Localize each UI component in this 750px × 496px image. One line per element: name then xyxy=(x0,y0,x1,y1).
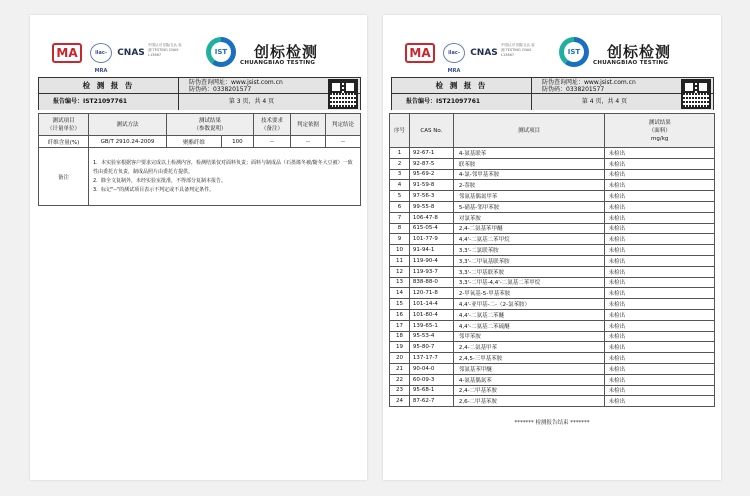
table-cell: 未检出 xyxy=(605,277,715,288)
table-cell: 24 xyxy=(390,396,410,407)
table-cell: 未检出 xyxy=(605,396,715,407)
col-header: 测试方法 xyxy=(89,114,167,136)
table-cell: 92-87-5 xyxy=(409,158,453,169)
brand-name-en: CHUANGBIAO TESTING xyxy=(240,60,316,66)
table-row xyxy=(390,353,715,364)
table-row xyxy=(390,342,715,353)
table-cell: 未检出 xyxy=(605,288,715,299)
table-cell: 未检出 xyxy=(605,201,715,212)
table-cell: 21 xyxy=(390,363,410,374)
table-cell: 22 xyxy=(390,374,410,385)
table-cell: 未检出 xyxy=(605,266,715,277)
accreditation-text: 中国认可 国际互认 检测 TESTING CNAS L13667 xyxy=(501,43,535,57)
table-cell: 101-80-4 xyxy=(409,309,453,320)
table-cell: 对氯苯胺 xyxy=(453,212,605,223)
brand-name-cn: 创标检测 xyxy=(607,43,672,61)
table-cell: 未检出 xyxy=(605,234,715,245)
report-title: 检 测 报 告 xyxy=(392,78,532,93)
table-cell: 6 xyxy=(390,201,410,212)
qr-code-icon xyxy=(328,79,358,109)
table-cell: 3,3'-二氯联苯胺 xyxy=(453,245,605,256)
table-cell: 7 xyxy=(390,212,410,223)
table-row xyxy=(390,266,715,277)
table-cell: 20 xyxy=(390,353,410,364)
table-cell: 未检出 xyxy=(605,320,715,331)
table-cell: 4,4'-二氨基二苯甲烷 xyxy=(453,234,605,245)
table-cell: 92-67-1 xyxy=(409,148,453,159)
ma-logo: MA xyxy=(405,43,435,63)
col-header: 测试项目 （计量单位） xyxy=(39,114,89,136)
table-cell: 100 xyxy=(221,136,253,148)
table-cell: 未检出 xyxy=(605,353,715,364)
table-cell: 未检出 xyxy=(605,191,715,202)
ilac-mra-logo: ilac-MRA xyxy=(443,43,465,63)
remark-notes xyxy=(89,148,361,206)
col-header: 技术要求 （备注） xyxy=(254,114,291,136)
table-cell: 13 xyxy=(390,277,410,288)
report-number: 报告编号：IST21097761 xyxy=(392,94,532,110)
table-cell: 4,4'-亚甲基-二-（2-氯苯胺） xyxy=(453,299,605,310)
table-cell: 4-氨基联苯 xyxy=(453,148,605,159)
anti-fake-info xyxy=(179,78,324,93)
table-cell: -- xyxy=(326,136,361,148)
page-indicator: 第 3 页，共 4 页 xyxy=(228,98,275,105)
table-cell: 3 xyxy=(390,169,410,180)
table-cell: 邻氨基苯甲醚 xyxy=(453,363,605,374)
cnas-logo: CNAS xyxy=(470,48,498,58)
table-cell: 95-53-4 xyxy=(409,331,453,342)
anti-fake-site: 防伪查询网址：www.jsist.com.cn xyxy=(189,79,283,86)
report-title-block xyxy=(391,77,714,110)
table-cell: GB/T 2910.24-2009 xyxy=(89,136,167,148)
note-item: 1. 本实验室根据客户要求完成以上检测内容，检测结果仅对面料负责；面料与制成品（石墨烯冬被/随冬大豆被）一致性由委托方负责，制成品照片由委托方提供。 xyxy=(93,159,353,175)
table-cell: -- xyxy=(254,136,291,148)
report-page-3 xyxy=(30,15,367,480)
table-cell: 12 xyxy=(390,266,410,277)
table-cell: 15 xyxy=(390,299,410,310)
table-row xyxy=(390,148,715,159)
table-cell: 95-80-7 xyxy=(409,342,453,353)
table-row xyxy=(390,288,715,299)
table-cell: 未检出 xyxy=(605,374,715,385)
table-cell: 未检出 xyxy=(605,331,715,342)
table-cell: 139-65-1 xyxy=(409,320,453,331)
table-cell: 60-09-3 xyxy=(409,374,453,385)
report-end-note: ******* 检测报告结束 ******* xyxy=(514,420,590,426)
col-header: 测试结果 （面料） mg/kg xyxy=(605,114,715,148)
table-row xyxy=(390,223,715,234)
table-cell: 聚酯纤维 xyxy=(167,136,222,148)
table-cell: 邻氨基偶氮甲苯 xyxy=(453,191,605,202)
report-title-block xyxy=(38,77,361,110)
table-cell: 18 xyxy=(390,331,410,342)
table-cell: 106-47-8 xyxy=(409,212,453,223)
table-cell: 2-萘胺 xyxy=(453,180,605,191)
table-cell: 未检出 xyxy=(605,223,715,234)
azo-dye-results-table xyxy=(389,113,715,407)
table-cell: 97-56-3 xyxy=(409,191,453,202)
table-row xyxy=(390,201,715,212)
table-cell: 10 xyxy=(390,245,410,256)
table-cell: 4 xyxy=(390,180,410,191)
table-cell: 未检出 xyxy=(605,158,715,169)
page-indicator: 第 4 页，共 4 页 xyxy=(581,98,628,105)
table-row xyxy=(390,309,715,320)
anti-fake-code: 防伪码：0338201577 xyxy=(189,86,252,93)
table-cell: 14 xyxy=(390,288,410,299)
table-row xyxy=(390,245,715,256)
anti-fake-info xyxy=(532,78,677,93)
table-cell: 3,3'-二甲基-4,4'-二氨基二苯甲烷 xyxy=(453,277,605,288)
table-header-row xyxy=(390,114,715,148)
table-cell: 纤维含量(%) xyxy=(39,136,89,148)
col-header: 序号 xyxy=(390,114,410,148)
table-cell: 119-93-7 xyxy=(409,266,453,277)
table-cell: 137-17-7 xyxy=(409,353,453,364)
table-row xyxy=(390,180,715,191)
report-page-4 xyxy=(383,15,721,480)
qr-code-icon xyxy=(681,79,711,109)
table-cell: 2-甲氧基-5-甲基苯胺 xyxy=(453,288,605,299)
table-cell: 未检出 xyxy=(605,342,715,353)
table-row xyxy=(390,363,715,374)
ist-logo-icon: IST xyxy=(559,37,589,67)
table-row xyxy=(390,299,715,310)
table-cell: 95-69-2 xyxy=(409,169,453,180)
table-row xyxy=(390,191,715,202)
table-cell: 2,4-二氨基甲苯 xyxy=(453,342,605,353)
accreditation-text: 中国认可 国际互认 检测 TESTING CNAS L13667 xyxy=(148,43,182,57)
table-cell: 17 xyxy=(390,320,410,331)
col-header: 判定结论 xyxy=(326,114,361,136)
col-header: CAS No. xyxy=(409,114,453,148)
table-cell: 未检出 xyxy=(605,385,715,396)
table-cell: 90-04-0 xyxy=(409,363,453,374)
table-cell: 2,6-二甲基苯胺 xyxy=(453,396,605,407)
table-row xyxy=(390,158,715,169)
table-cell: 4,4'-二氨基二苯醚 xyxy=(453,309,605,320)
ist-logo-icon: IST xyxy=(206,37,236,67)
table-cell: 91-94-1 xyxy=(409,245,453,256)
table-cell: 4,4'-二氨基二苯硫醚 xyxy=(453,320,605,331)
remark-label: 备注 xyxy=(39,148,89,206)
table-cell: -- xyxy=(291,136,326,148)
table-cell: 联苯胺 xyxy=(453,158,605,169)
table-cell: 2 xyxy=(390,158,410,169)
table-row xyxy=(390,234,715,245)
table-cell: 87-62-7 xyxy=(409,396,453,407)
table-cell: 邻甲苯胺 xyxy=(453,331,605,342)
table-cell: 19 xyxy=(390,342,410,353)
table-row xyxy=(390,277,715,288)
table-cell: 2,4,5-三甲基苯胺 xyxy=(453,353,605,364)
table-cell: 120-71-8 xyxy=(409,288,453,299)
note-item: 2. 除全文复制外，未经实验室批准，不得部分复制本报告。 xyxy=(93,177,226,184)
table-cell: 23 xyxy=(390,385,410,396)
fiber-content-table xyxy=(38,113,361,206)
table-cell: 5 xyxy=(390,191,410,202)
table-cell: 119-90-4 xyxy=(409,255,453,266)
table-cell: 3,3'-二甲基联苯胺 xyxy=(453,266,605,277)
table-cell: 91-59-8 xyxy=(409,180,453,191)
table-cell: 未检出 xyxy=(605,180,715,191)
table-cell: 未检出 xyxy=(605,299,715,310)
table-cell: 4-氨基偶氮苯 xyxy=(453,374,605,385)
report-title: 检 测 报 告 xyxy=(39,78,179,93)
table-cell: 95-68-1 xyxy=(409,385,453,396)
table-cell: 未检出 xyxy=(605,169,715,180)
table-cell: 2,4-二甲基苯胺 xyxy=(453,385,605,396)
col-header: 测试结果 （参数说明） xyxy=(167,114,254,136)
table-cell: 未检出 xyxy=(605,245,715,256)
table-cell: 9 xyxy=(390,234,410,245)
table-cell: 838-88-0 xyxy=(409,277,453,288)
table-cell: 未检出 xyxy=(605,212,715,223)
table-row xyxy=(390,374,715,385)
table-row xyxy=(390,331,715,342)
table-cell: 99-55-8 xyxy=(409,201,453,212)
table-header-row xyxy=(39,114,361,136)
table-cell: 5-硝基-邻甲苯胺 xyxy=(453,201,605,212)
ilac-mra-logo: ilac-MRA xyxy=(90,43,112,63)
report-header xyxy=(383,15,721,75)
table-cell: 101-14-4 xyxy=(409,299,453,310)
table-row xyxy=(390,320,715,331)
table-row xyxy=(390,255,715,266)
table-cell: 101-77-9 xyxy=(409,234,453,245)
table-cell: 3,3'-二甲氧基联苯胺 xyxy=(453,255,605,266)
table-cell: 未检出 xyxy=(605,363,715,374)
brand-name-cn: 创标检测 xyxy=(254,43,319,61)
table-cell: 2,4-二氨基苯甲醚 xyxy=(453,223,605,234)
ma-logo: MA xyxy=(52,43,82,63)
brand-name-en: CHUANGBIAO TESTING xyxy=(593,60,669,66)
note-item: 3. 标记"--"的测试项目表示不判定或不具备判定条件。 xyxy=(93,186,215,193)
col-header: 测试项目 xyxy=(453,114,605,148)
table-cell: 1 xyxy=(390,148,410,159)
table-cell: 4-氯-邻甲基苯胺 xyxy=(453,169,605,180)
table-cell: 11 xyxy=(390,255,410,266)
table-cell: 未检出 xyxy=(605,309,715,320)
table-row xyxy=(390,169,715,180)
col-header: 判定依据 xyxy=(291,114,326,136)
table-cell: 16 xyxy=(390,309,410,320)
table-cell: 8 xyxy=(390,223,410,234)
table-row xyxy=(39,136,361,148)
report-header xyxy=(30,15,367,75)
cnas-logo: CNAS xyxy=(117,48,145,58)
table-cell: 未检出 xyxy=(605,255,715,266)
remark-row xyxy=(39,148,361,206)
table-row xyxy=(390,396,715,407)
report-number: 报告编号：IST21097761 xyxy=(39,94,179,110)
table-row xyxy=(390,385,715,396)
anti-fake-site: 防伪查询网址：www.jsist.com.cn xyxy=(542,79,636,86)
table-cell: 未检出 xyxy=(605,148,715,159)
anti-fake-code: 防伪码：0338201577 xyxy=(542,86,605,93)
table-row xyxy=(390,212,715,223)
table-cell: 615-05-4 xyxy=(409,223,453,234)
